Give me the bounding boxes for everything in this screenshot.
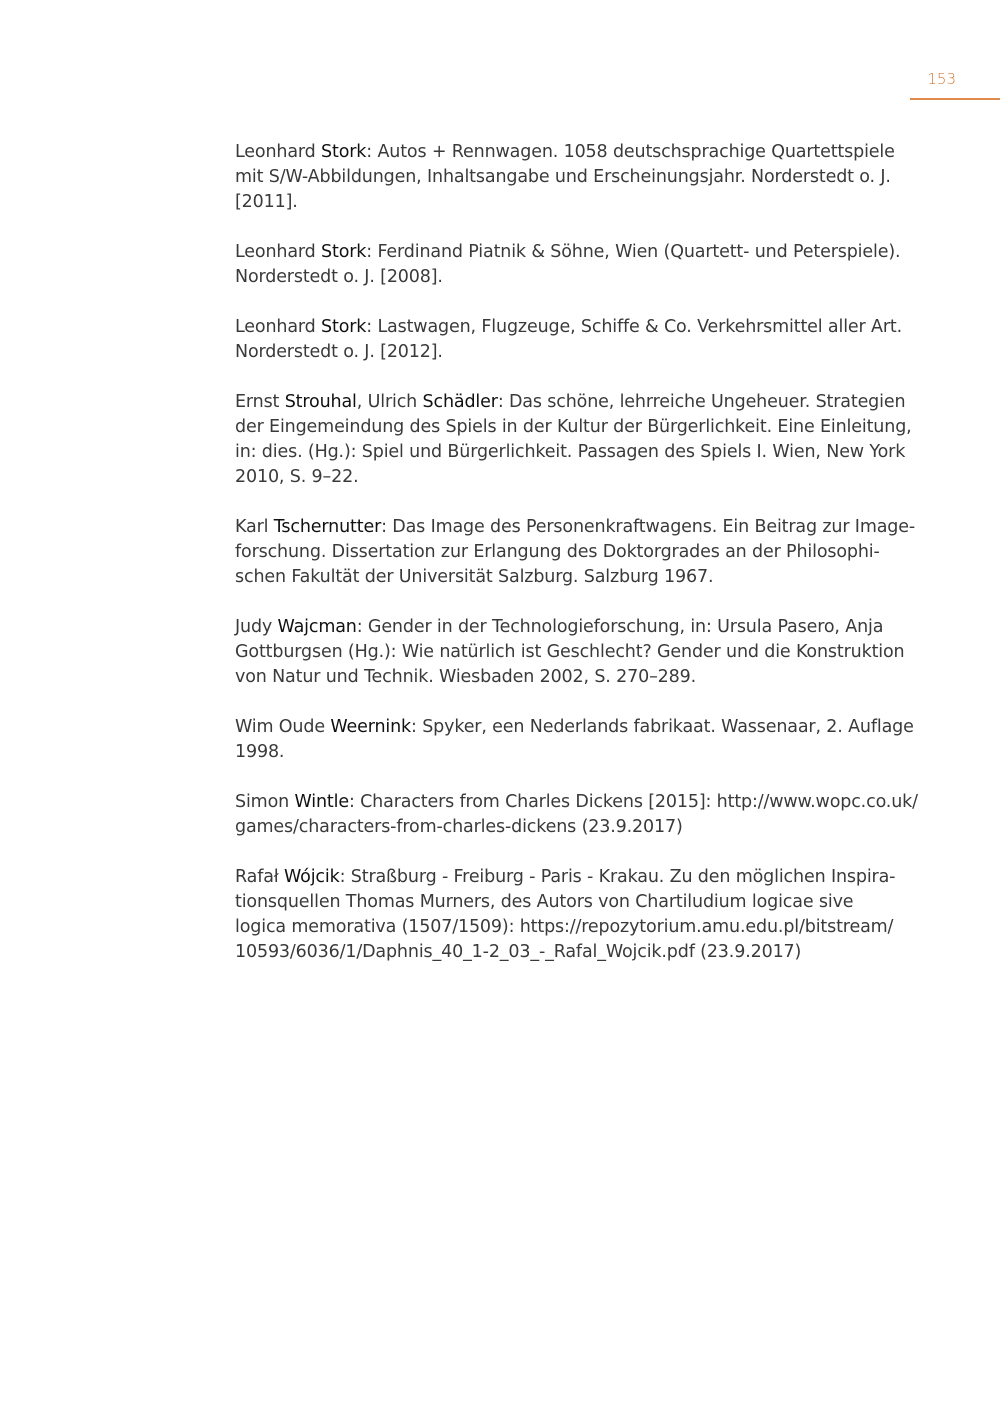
entry-text: Karl <box>235 517 274 537</box>
entry-line <box>235 390 906 415</box>
author-surname: Wójcik <box>284 867 340 887</box>
entry-text: in: dies. (Hg.): Spiel und Bürgerlichkeit. Passagen des Spiels I. Wien, New York <box>235 442 906 462</box>
entry-text: 2010, S. 9–22. <box>235 467 359 487</box>
entry-line <box>235 540 895 565</box>
entry-line <box>235 890 895 915</box>
page-number-rule <box>910 98 1000 100</box>
entry-line <box>235 940 895 965</box>
entry-text: der Eingemeindung des Spiels in der Kultur der Bürgerlichkeit. Eine Einleitung, <box>235 417 912 437</box>
entry-text: Leonhard <box>235 142 322 162</box>
entry-line <box>235 240 901 265</box>
entry-line <box>235 415 912 440</box>
entry-line <box>235 315 902 340</box>
entry-line <box>235 640 905 665</box>
author-surname: Strouhal <box>284 392 357 412</box>
author-surname: Stork <box>321 317 367 337</box>
entry-line <box>235 340 895 365</box>
entry-line <box>235 440 906 465</box>
entry-text: : Spyker, een Nederlands fabrikaat. Wassenaar, 2. Auflage <box>411 717 914 737</box>
entry-text: [2011]. <box>235 192 298 212</box>
entry-text: Leonhard <box>235 317 322 337</box>
entry-text: 1998. <box>235 742 285 762</box>
author-surname: Stork <box>321 142 367 162</box>
author-surname: Wajcman <box>277 617 357 637</box>
entry-text: Norderstedt o. J. [2012]. <box>235 342 443 362</box>
entry-text: Rafał <box>235 867 285 887</box>
entry-text: : Das schöne, lehrreiche Ungeheuer. Strategien <box>497 392 906 412</box>
entry-text: Simon <box>235 792 295 812</box>
entry-text: : Das Image des Personenkraftwagens. Ein Beitrag zur Image- <box>381 517 916 537</box>
entry-line <box>235 165 895 190</box>
entry-line <box>235 190 895 215</box>
entry-text: Leonhard <box>235 242 322 262</box>
entry-text: : Ferdinand Piatnik & Söhne, Wien (Quartett- und Peterspiele). <box>366 242 901 262</box>
entry-line <box>235 815 895 840</box>
entry-text: , Ulrich <box>356 392 423 412</box>
entry-line <box>235 865 895 890</box>
entry-text: : Characters from Charles Dickens [2015]: http://www.wopc.co.uk/ <box>348 792 918 812</box>
entry-line <box>235 565 895 590</box>
entry-text: mit S/W-Abbildungen, Inhaltsangabe und Erscheinungsjahr. Norderstedt o. J. <box>235 167 891 187</box>
entry-line <box>235 515 916 540</box>
bibliography-entry <box>235 515 916 590</box>
bibliography-entry <box>235 615 905 690</box>
entry-text: : Autos + Rennwagen. 1058 deutschsprachige Quartettspiele <box>366 142 895 162</box>
bibliography-entry <box>235 790 918 840</box>
entry-text: : Gender in der Technologieforschung, in: Ursula Pasero, Anja <box>356 617 884 637</box>
bibliography-entry <box>235 315 902 365</box>
author-surname: Tschernutter <box>273 517 382 537</box>
entry-text: Judy <box>235 617 278 637</box>
entry-line <box>235 790 918 815</box>
entry-line <box>235 265 895 290</box>
bibliography-entry <box>235 390 912 490</box>
entry-text: : Straßburg - Freiburg - Paris - Krakau. Zu den möglichen Inspira- <box>339 867 896 887</box>
entry-line <box>235 465 895 490</box>
entry-text: 10593/6036/1/Daphnis_40_1-2_03_-_Rafal_Wojcik.pdf (23.9.2017) <box>235 942 802 962</box>
entry-line <box>235 615 895 640</box>
bibliography-list <box>235 140 918 990</box>
page-number: 153 <box>927 70 956 88</box>
entry-text: Gottburgsen (Hg.): Wie natürlich ist Geschlecht? Gender und die Konstruktion <box>235 642 905 662</box>
entry-line <box>235 140 895 165</box>
entry-line <box>235 665 895 690</box>
entry-line <box>235 715 914 740</box>
bibliography-entry <box>235 140 895 215</box>
entry-line <box>235 740 895 765</box>
entry-text: logica memorativa (1507/1509): https://repozytorium.amu.edu.pl/bitstream/ <box>235 917 894 937</box>
bibliography-entry <box>235 240 901 290</box>
author-surname: Weernink <box>330 717 412 737</box>
author-surname: Wintle <box>294 792 349 812</box>
entry-text: von Natur und Technik. Wiesbaden 2002, S. 270–289. <box>235 667 697 687</box>
bibliography-entry <box>235 865 895 965</box>
entry-text: : Lastwagen, Flugzeuge, Schiffe & Co. Verkehrsmittel aller Art. <box>366 317 902 337</box>
entry-text: schen Fakultät der Universität Salzburg. Salzburg 1967. <box>235 567 714 587</box>
entry-text: forschung. Dissertation zur Erlangung des Doktorgrades an der Philosophi- <box>235 542 880 562</box>
author-surname: Schädler <box>422 392 498 412</box>
author-surname: Stork <box>321 242 367 262</box>
entry-text: Norderstedt o. J. [2008]. <box>235 267 443 287</box>
entry-text: games/characters-from-charles-dickens (23.9.2017) <box>235 817 683 837</box>
entry-text: Wim Oude <box>235 717 331 737</box>
entry-text: tionsquellen Thomas Murners, des Autors von Chartiludium logicae sive <box>235 892 854 912</box>
entry-line <box>235 915 895 940</box>
bibliography-entry <box>235 715 914 765</box>
entry-text: Ernst <box>235 392 285 412</box>
